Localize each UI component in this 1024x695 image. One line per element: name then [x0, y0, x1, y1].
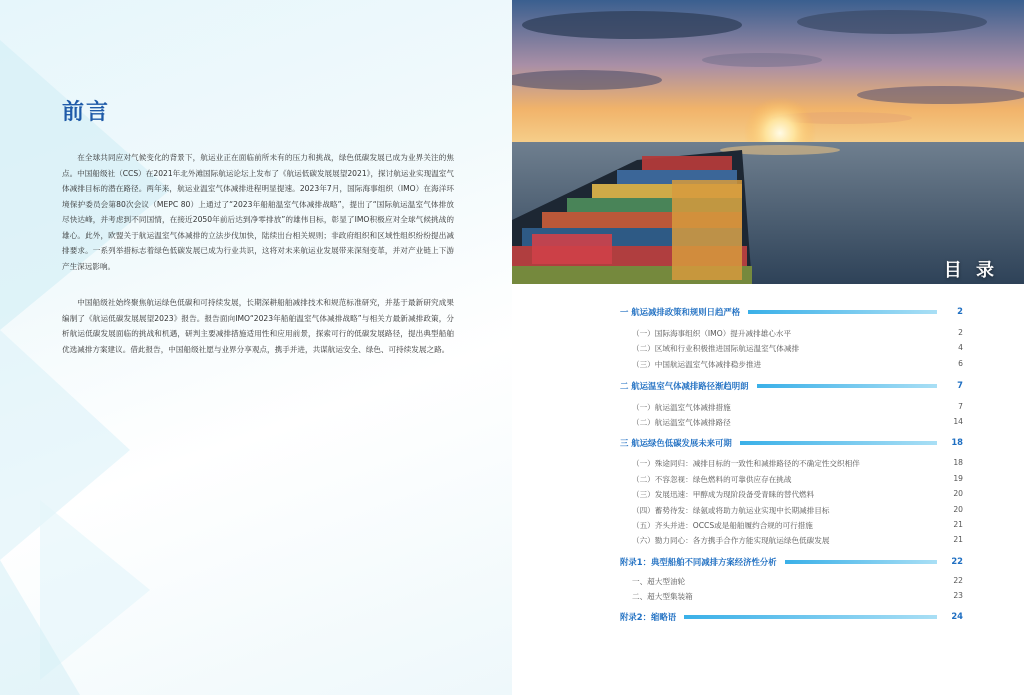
- toc-subsection-entry[interactable]: [620, 505, 963, 517]
- toc-page-number: 24: [951, 611, 963, 621]
- toc-section-entry[interactable]: [620, 437, 963, 449]
- toc-entry-label: （四）蓄势待发：绿氨或将助力航运业实现中长期减排目标: [632, 506, 830, 515]
- toc-section-entry[interactable]: [620, 380, 963, 392]
- toc-section-bar: [748, 310, 937, 314]
- toc-section-bar: [740, 441, 937, 445]
- toc-subsection-entry[interactable]: [620, 591, 963, 603]
- preface-paragraph: 在全球共同应对气候变化的背景下，航运业正在面临前所未有的压力和挑战，绿色低碳发展已成为业界关注的焦点。中国船级社（CCS）在2021年北外滩国际航运论坛上发布了《航运低碳发展展望2021》，探讨航运业实现温室气体减排目标的潜在路径。两年来，航运业温室气体减排进程明显提速。2023年7月，国际海事组织（IMO）在海洋环境保护委员会第80次会议（MEPC 80）上通过了“2023年船舶温室气体减排战略”，提出了“国际航运温室气体排放尽快达峰，并考虑到不同国情，在接近2050年前后达到净零排放”的雄伟目标，彰显了IMO积极应对全球气候挑战的雄心。此外，欧盟关于航运温室气体减排的立法步伐加快，陆续出台相关规则；非政府组织和区域性组织纷纷提出减排要求。一系列举措标志着绿色低碳发展已成为行业共识，这将对未来航运业发展带来深刻变革，并对产业链上下游产生深远影响。: [62, 153, 454, 271]
- toc-section-bar: [757, 384, 937, 388]
- toc-entry-label: 一 航运减排政策和规则日趋严格: [620, 306, 746, 318]
- toc-page-number: 20: [953, 489, 963, 498]
- toc-entry-label: （二）航运温室气体减排路径: [632, 418, 731, 427]
- toc-subsection-entry[interactable]: [620, 520, 963, 532]
- toc-page-number: 19: [953, 474, 963, 483]
- toc-page-number: 21: [953, 520, 963, 529]
- toc-entry-label: 附录1：典型船舶不同减排方案经济性分析: [620, 556, 783, 568]
- toc-entry-label: 二、超大型集装箱: [632, 592, 693, 601]
- toc-subsection-entry[interactable]: [620, 489, 963, 501]
- toc-entry-label: 三 航运绿色低碳发展未来可期: [620, 437, 738, 449]
- toc-entry-label: （一）航运温室气体减排措施: [632, 403, 731, 412]
- toc-subsection-entry[interactable]: [620, 343, 963, 355]
- toc-page-number: 7: [958, 402, 963, 411]
- toc-page-number: 22: [951, 556, 963, 566]
- toc-page-number: 2: [958, 328, 963, 337]
- toc-entry-label: （二）不容忽视：绿色燃料的可靠供应存在挑战: [632, 475, 792, 484]
- toc-entry-label: 二 航运温室气体减排路径渐趋明朗: [620, 380, 755, 392]
- toc-page-number: 18: [953, 458, 963, 467]
- right-page-contents: [512, 0, 1024, 695]
- toc-page-number: 6: [958, 359, 963, 368]
- toc-subsection-entry[interactable]: [620, 359, 963, 371]
- preface-paragraph: 中国船级社始终聚焦航运绿色低碳和可持续发展，长期深耕船舶减排技术和规范标准研究，并基于最新研究成果编制了《航运低碳发展展望2023》报告。报告面向IMO“2023年船舶温室气体减排战略”与相关方最新减排政策，分析航运低碳发展面临的挑战和机遇，研判主要减排措施适用性和应用前景，探索可行的低碳发展路径，提出典型船舶优选减排方案建议。借此报告，中国船级社愿与业界分享观点，携手并进，共谋航运安全、绿色、可持续发展之路。: [62, 298, 454, 354]
- toc-section-bar: [785, 560, 937, 564]
- toc-page-number: 14: [953, 417, 963, 426]
- toc-heading: 目 录: [943, 260, 998, 281]
- toc-subsection-entry[interactable]: [620, 535, 963, 547]
- toc-entry-label: （一）国际海事组织（IMO）提升减排雄心水平: [632, 329, 792, 338]
- toc-page-number: 23: [953, 591, 963, 600]
- toc-entry-label: （一）殊途同归：减排目标的一致性和减排路径的不确定性交织相伴: [632, 459, 860, 468]
- toc-subsection-entry[interactable]: [620, 474, 963, 486]
- cover-photo-container-ship: [512, 0, 1024, 284]
- toc-entry-label: 附录2：缩略语: [620, 611, 682, 623]
- toc-page-number: 22: [953, 576, 963, 585]
- toc-subsection-entry[interactable]: [620, 576, 963, 588]
- toc-page-number: 20: [953, 505, 963, 514]
- toc-entry-label: （五）齐头并进：OCCS或是船舶履约合规的可行措施: [632, 521, 813, 530]
- toc-subsection-entry[interactable]: [620, 402, 963, 414]
- toc-page-number: 4: [958, 343, 963, 352]
- toc-entry-label: （三）中国航运温室气体减排稳步推进: [632, 360, 762, 369]
- sunset-ship-illustration: [512, 0, 1024, 284]
- page-title: 前言: [62, 100, 111, 125]
- toc-entry-label: （二）区域和行业积极推进国际航运温室气体减排: [632, 344, 800, 353]
- toc-entry-label: （六）勠力同心：各方携手合作方能实现航运绿色低碳发展: [632, 536, 830, 545]
- toc-section-entry[interactable]: [620, 556, 963, 568]
- toc-section-entry[interactable]: [620, 611, 963, 623]
- toc-entry-label: （三）发展迅速：甲醇成为现阶段备受青睐的替代燃料: [632, 490, 815, 499]
- toc-page-number: 21: [953, 535, 963, 544]
- toc-subsection-entry[interactable]: [620, 458, 963, 470]
- toc-section-entry[interactable]: [620, 306, 963, 318]
- toc-page-number: 7: [957, 380, 963, 390]
- toc-entry-label: 一、超大型油轮: [632, 577, 686, 586]
- toc-section-bar: [684, 615, 937, 619]
- toc-page-number: 18: [951, 437, 963, 447]
- toc-subsection-entry[interactable]: [620, 417, 963, 429]
- toc-page-number: 2: [957, 306, 963, 316]
- toc-subsection-entry[interactable]: [620, 328, 963, 340]
